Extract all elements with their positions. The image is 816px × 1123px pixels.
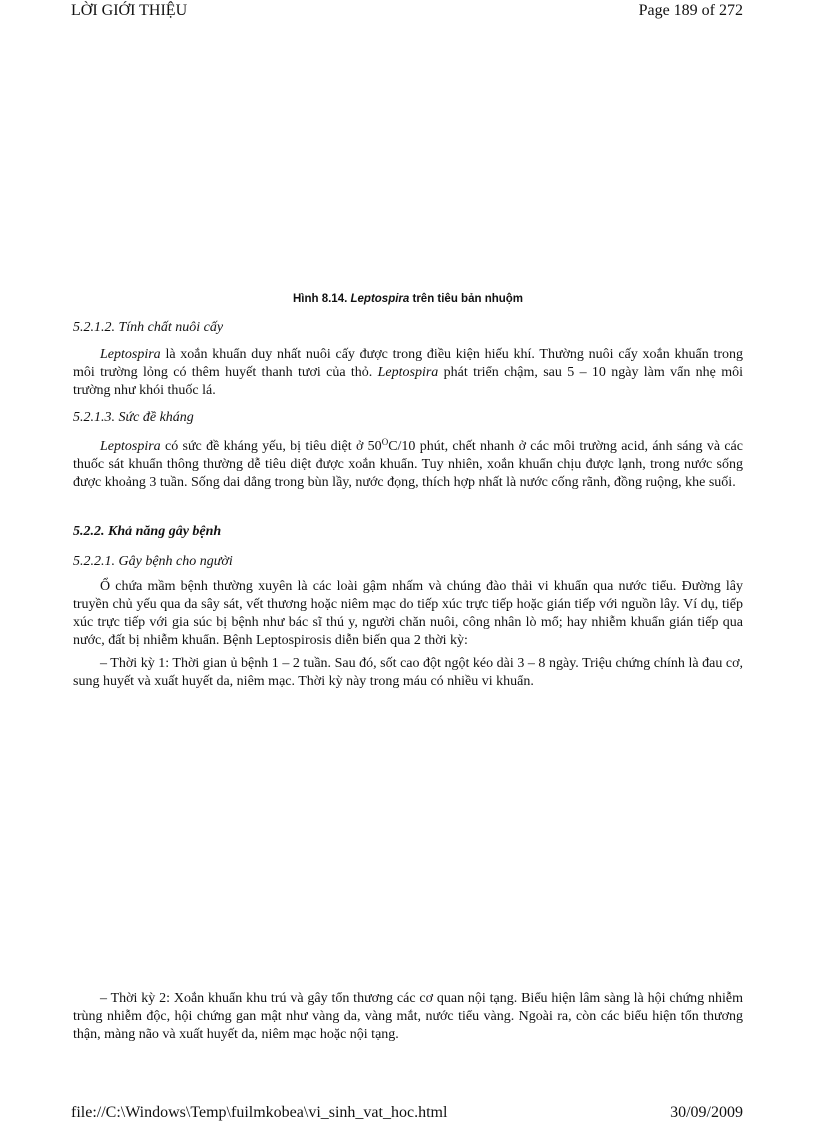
- heading-5-2-2: 5.2.2. Khả năng gây bệnh: [73, 524, 222, 539]
- paragraph-phase-2: – Thời kỳ 2: Xoắn khuẩn khu trú và gây tổn thương các cơ quan nội tạng. Biểu hiện lâm sàng là hội chứng nhiễm trùng nhiễm độc, hội chứng gan mật như vàng da, vàng mắt, nước tiểu vàng. Ngoài ra, còn các biểu hiện tổn thương thận, màng não và xuất huyết da, niêm mạc hoặc nội tạng.: [73, 991, 743, 1042]
- heading-5-2-2-1: 5.2.2.1. Gây bệnh cho người: [73, 554, 233, 569]
- term-leptospira: Leptospira: [100, 347, 161, 362]
- paragraph-resistance: [73, 438, 743, 492]
- paragraph-phase-1: – Thời kỳ 1: Thời gian ủ bệnh 1 – 2 tuần. Sau đó, sốt cao đột ngột kéo dài 3 – 8 ngày. Triệu chứng chính là đau cơ, sung huyết và xuất huyết da, niêm mạc. Thời kỳ này trong máu có nhiều vi khuẩn.: [73, 656, 743, 689]
- text: C/10 phút, chết nhanh ở các môi trường acid, ánh sáng và các thuốc sát khuẩn thông thường dễ tiêu diệt được xoắn khuẩn. Tuy nhiên, xoắn khuẩn chịu được lạnh, trong nước sống được khoảng 3 tuần. Sống dai dẳng trong bùn lầy, nước đọng, thích hợp nhất là nước cống rãnh, đồng ruộng, khe suối.: [73, 439, 743, 490]
- caption-suffix: trên tiêu bản nhuộm: [409, 293, 524, 305]
- term-leptospira: Leptospira: [377, 365, 439, 380]
- caption-italic: Leptospira: [350, 293, 410, 305]
- paragraph-culture: [73, 346, 743, 400]
- header-title: LỜI GIỚI THIỆU: [71, 2, 188, 19]
- footer-file-path: file://C:\Windows\Temp\fuilmkobea\vi_sinh_vat_hoc.html: [71, 1104, 448, 1121]
- text: phát triển chậm, sau 5 – 10 ngày làm vẩn nhẹ môi trường như khói thuốc lá.: [73, 365, 744, 398]
- heading-5-2-1-2: 5.2.1.2. Tính chất nuôi cấy: [73, 320, 224, 335]
- paragraph-reservoir: Ổ chứa mầm bệnh thường xuyên là các loài gậm nhấm và chúng đào thải vi khuẩn qua nước tiểu. Đường lây truyền chủ yếu qua da sây sát, vết thương hoặc niêm mạc do tiếp xúc trực tiếp hoặc gián tiếp với nguồn lây. Ví dụ, tiếp xúc trực tiếp với gia súc bị bệnh như bác sĩ thú y, người chăn nuôi, công nhân lò mổ; hay nhiễm khuẩn gián tiếp qua nước, đất bị nhiễm khuẩn. Bệnh Leptospirosis diễn biến qua 2 thời kỳ:: [73, 579, 743, 648]
- degree-superscript: O: [381, 437, 389, 447]
- page-number: Page 189 of 272: [638, 2, 743, 19]
- figure-caption: [0, 293, 816, 305]
- term-leptospira: Leptospira: [100, 439, 161, 454]
- text: là xoắn khuẩn duy nhất nuôi cấy được trong điều kiện hiếu khí. Thường nuôi cấy xoắn khuẩn trong môi trường lỏng có thêm huyết thanh tươi của thỏ.: [73, 347, 743, 380]
- text: có sức đề kháng yếu, bị tiêu diệt ở 50: [160, 439, 382, 454]
- caption-prefix: Hình 8.14.: [292, 293, 351, 305]
- heading-5-2-1-3: 5.2.1.3. Sức đề kháng: [73, 410, 194, 425]
- footer-date: 30/09/2009: [670, 1104, 743, 1121]
